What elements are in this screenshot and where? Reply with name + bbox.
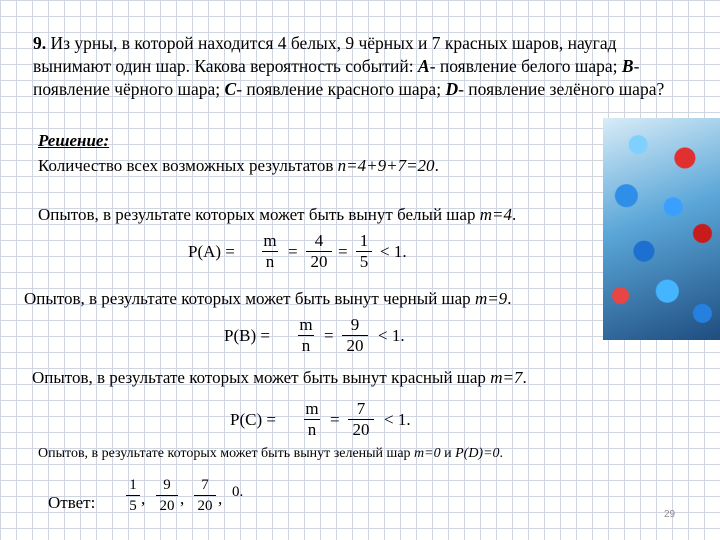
black-ball-line: Опытов, в результате которых может быть вынут черный шар m=9. [24, 289, 512, 308]
fraction-1-5: 1 5 [356, 232, 372, 271]
answer-fraction-9-20: 9 20 [156, 476, 178, 515]
problem-statement: 9. Из урны, в которой находится 4 белых, 9 чёрных и 7 красных шаров, наугад вынимают один шар. Какова вероятность событий: A- появление белого шара; B- появление чёрного шара; C- появление красного шара; D- появление зелёного шара? [33, 33, 665, 99]
problem-number: 9. [33, 33, 47, 53]
solution-heading: Решение: [38, 131, 110, 150]
total-outcomes-line: Количество всех возможных результатов n=4+9+7=20. [38, 156, 439, 175]
marbles-image [603, 118, 720, 340]
fraction-m-n: m n [305, 399, 319, 439]
red-ball-line: Опытов, в результате которых может быть вынут красный шар m=7. [32, 368, 527, 387]
answer-zero: 0. [232, 484, 244, 500]
fraction-7-20: 7 20 [348, 400, 374, 439]
fraction-m-n: m n [299, 315, 313, 355]
fraction-9-20: 9 20 [342, 316, 368, 355]
answer-label: Ответ: [48, 493, 96, 512]
page-number: 29 [664, 509, 676, 520]
slide: 9. Из урны, в которой находится 4 белых, 9 чёрных и 7 красных шаров, наугад вынимают один шар. Какова вероятность событий: A- появление белого шара; B- появление чёрного шара; C- появление красного шара; D- появление зелёного шара? Решение: Количество всех возможных результатов n=4+9+7=20. Опытов, в результате которых может быть вынут белый шар m=4. P(A) = m n = 4 20 = 1 5 < 1. Опытов, в результате которых может быть вынут черный шар m=9. P(B) = m n = 9 20 < 1. Опытов, в результате которых может быть вынут красный шар m=7. P(C) = m n = 7 20 < 1. Опытов, в результате которых может быть вынут зеленый шар m=0 и P(D)=0. Ответ: 1 5 , 9 20 , 7 20 , 0. 29 [0, 0, 720, 540]
white-ball-line: Опытов, в результате которых может быть вынут белый шар m=4. [38, 205, 517, 224]
green-ball-line: Опытов, в результате которых может быть вынут зеленый шар m=0 и P(D)=0. [38, 446, 504, 461]
answer-fraction-1-5: 1 5 [126, 476, 140, 515]
fraction-m-n: m n [263, 231, 277, 271]
answer-fraction-7-20: 7 20 [194, 476, 216, 515]
fraction-4-20: 4 20 [306, 232, 332, 271]
